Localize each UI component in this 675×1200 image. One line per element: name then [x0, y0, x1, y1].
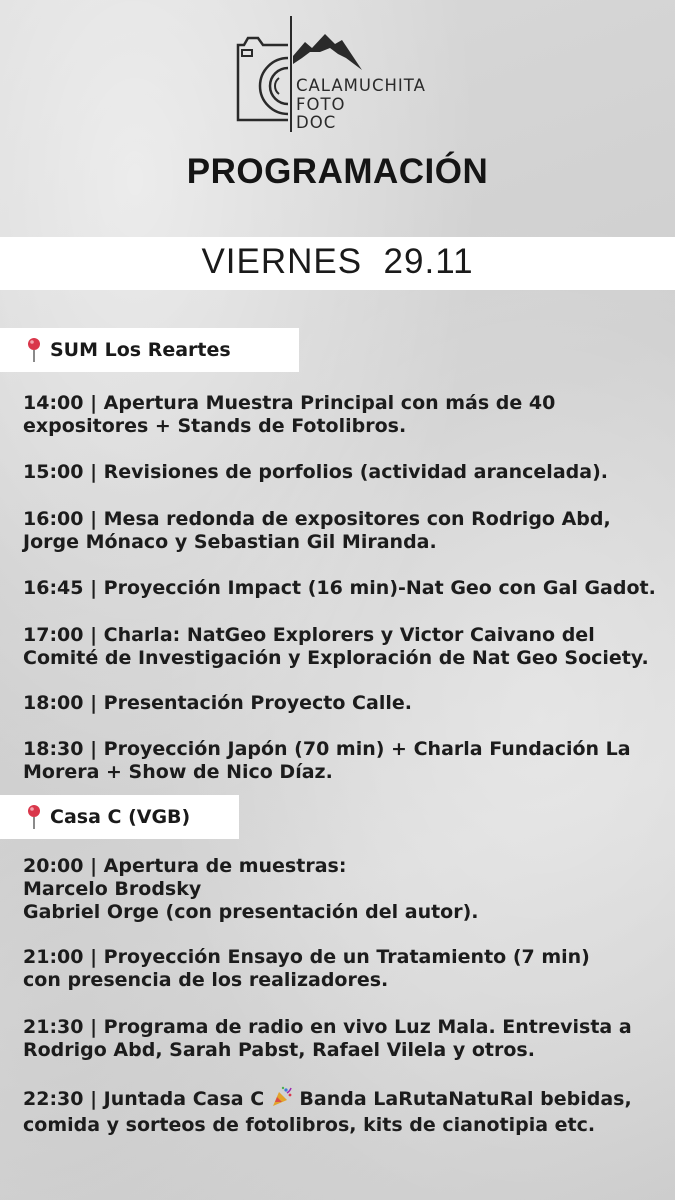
event-item: 21:00 | Proyección Ensayo de un Tratamiento (7 min) con presencia de los realizadores.	[23, 946, 590, 991]
map-pin-icon	[25, 804, 43, 830]
event-text: 22:30 | Juntada Casa C	[23, 1088, 271, 1110]
date-heading: VIERNES 29.11	[201, 242, 474, 281]
event-item: 21:30 | Programa de radio en vivo Luz Mala. Entrevista a Rodrigo Abd, Sarah Pabst, Rafael Vilela y otros.	[23, 1016, 632, 1061]
page-title: PROGRAMACIÓN	[186, 152, 489, 191]
event-item: 16:45 | Proyección Impact (16 min)-Nat Geo con Gal Gadot.	[23, 577, 656, 599]
event-item: 20:00 | Apertura de muestras: Marcelo Brodsky Gabriel Orge (con presentación del autor).	[23, 855, 479, 923]
event-item: 16:00 | Mesa redonda de expositores con Rodrigo Abd, Jorge Mónaco y Sebastian Gil Miranda.	[23, 508, 611, 553]
logo-text-line1: CALAMUCHITA	[296, 76, 426, 95]
event-item: 18:00 | Presentación Proyecto Calle.	[23, 692, 412, 714]
event-item: 18:30 | Proyección Japón (70 min) + Charla Fundación La Morera + Show de Nico Díaz.	[23, 738, 631, 783]
event-item-last	[23, 1086, 663, 1137]
venue-name: Casa C (VGB)	[50, 806, 191, 828]
venue-label-sum-los-reartes	[0, 328, 299, 372]
event-text: Banda LaRutaNatuRal bebidas, comida y sorteos de fotolibros, kits de cianotipia etc.	[23, 1088, 632, 1136]
camera-mountain-logo-icon	[0, 0, 675, 150]
party-popper-icon	[271, 1086, 293, 1114]
venue-label-casa-c	[0, 795, 239, 839]
event-item: 17:00 | Charla: NatGeo Explorers y Victor Caivano del Comité de Investigación y Exploración de Nat Geo Society.	[23, 624, 649, 669]
event-item: 14:00 | Apertura Muestra Principal con más de 40 expositores + Stands de Fotolibros.	[23, 392, 556, 437]
venue-name: SUM Los Reartes	[50, 339, 231, 361]
logo	[0, 0, 675, 150]
event-item: 15:00 | Revisiones de porfolios (actividad arancelada).	[23, 461, 608, 483]
logo-text-line3: DOC	[296, 113, 337, 132]
logo-text-line2: FOTO	[296, 95, 346, 114]
map-pin-icon	[25, 337, 43, 363]
